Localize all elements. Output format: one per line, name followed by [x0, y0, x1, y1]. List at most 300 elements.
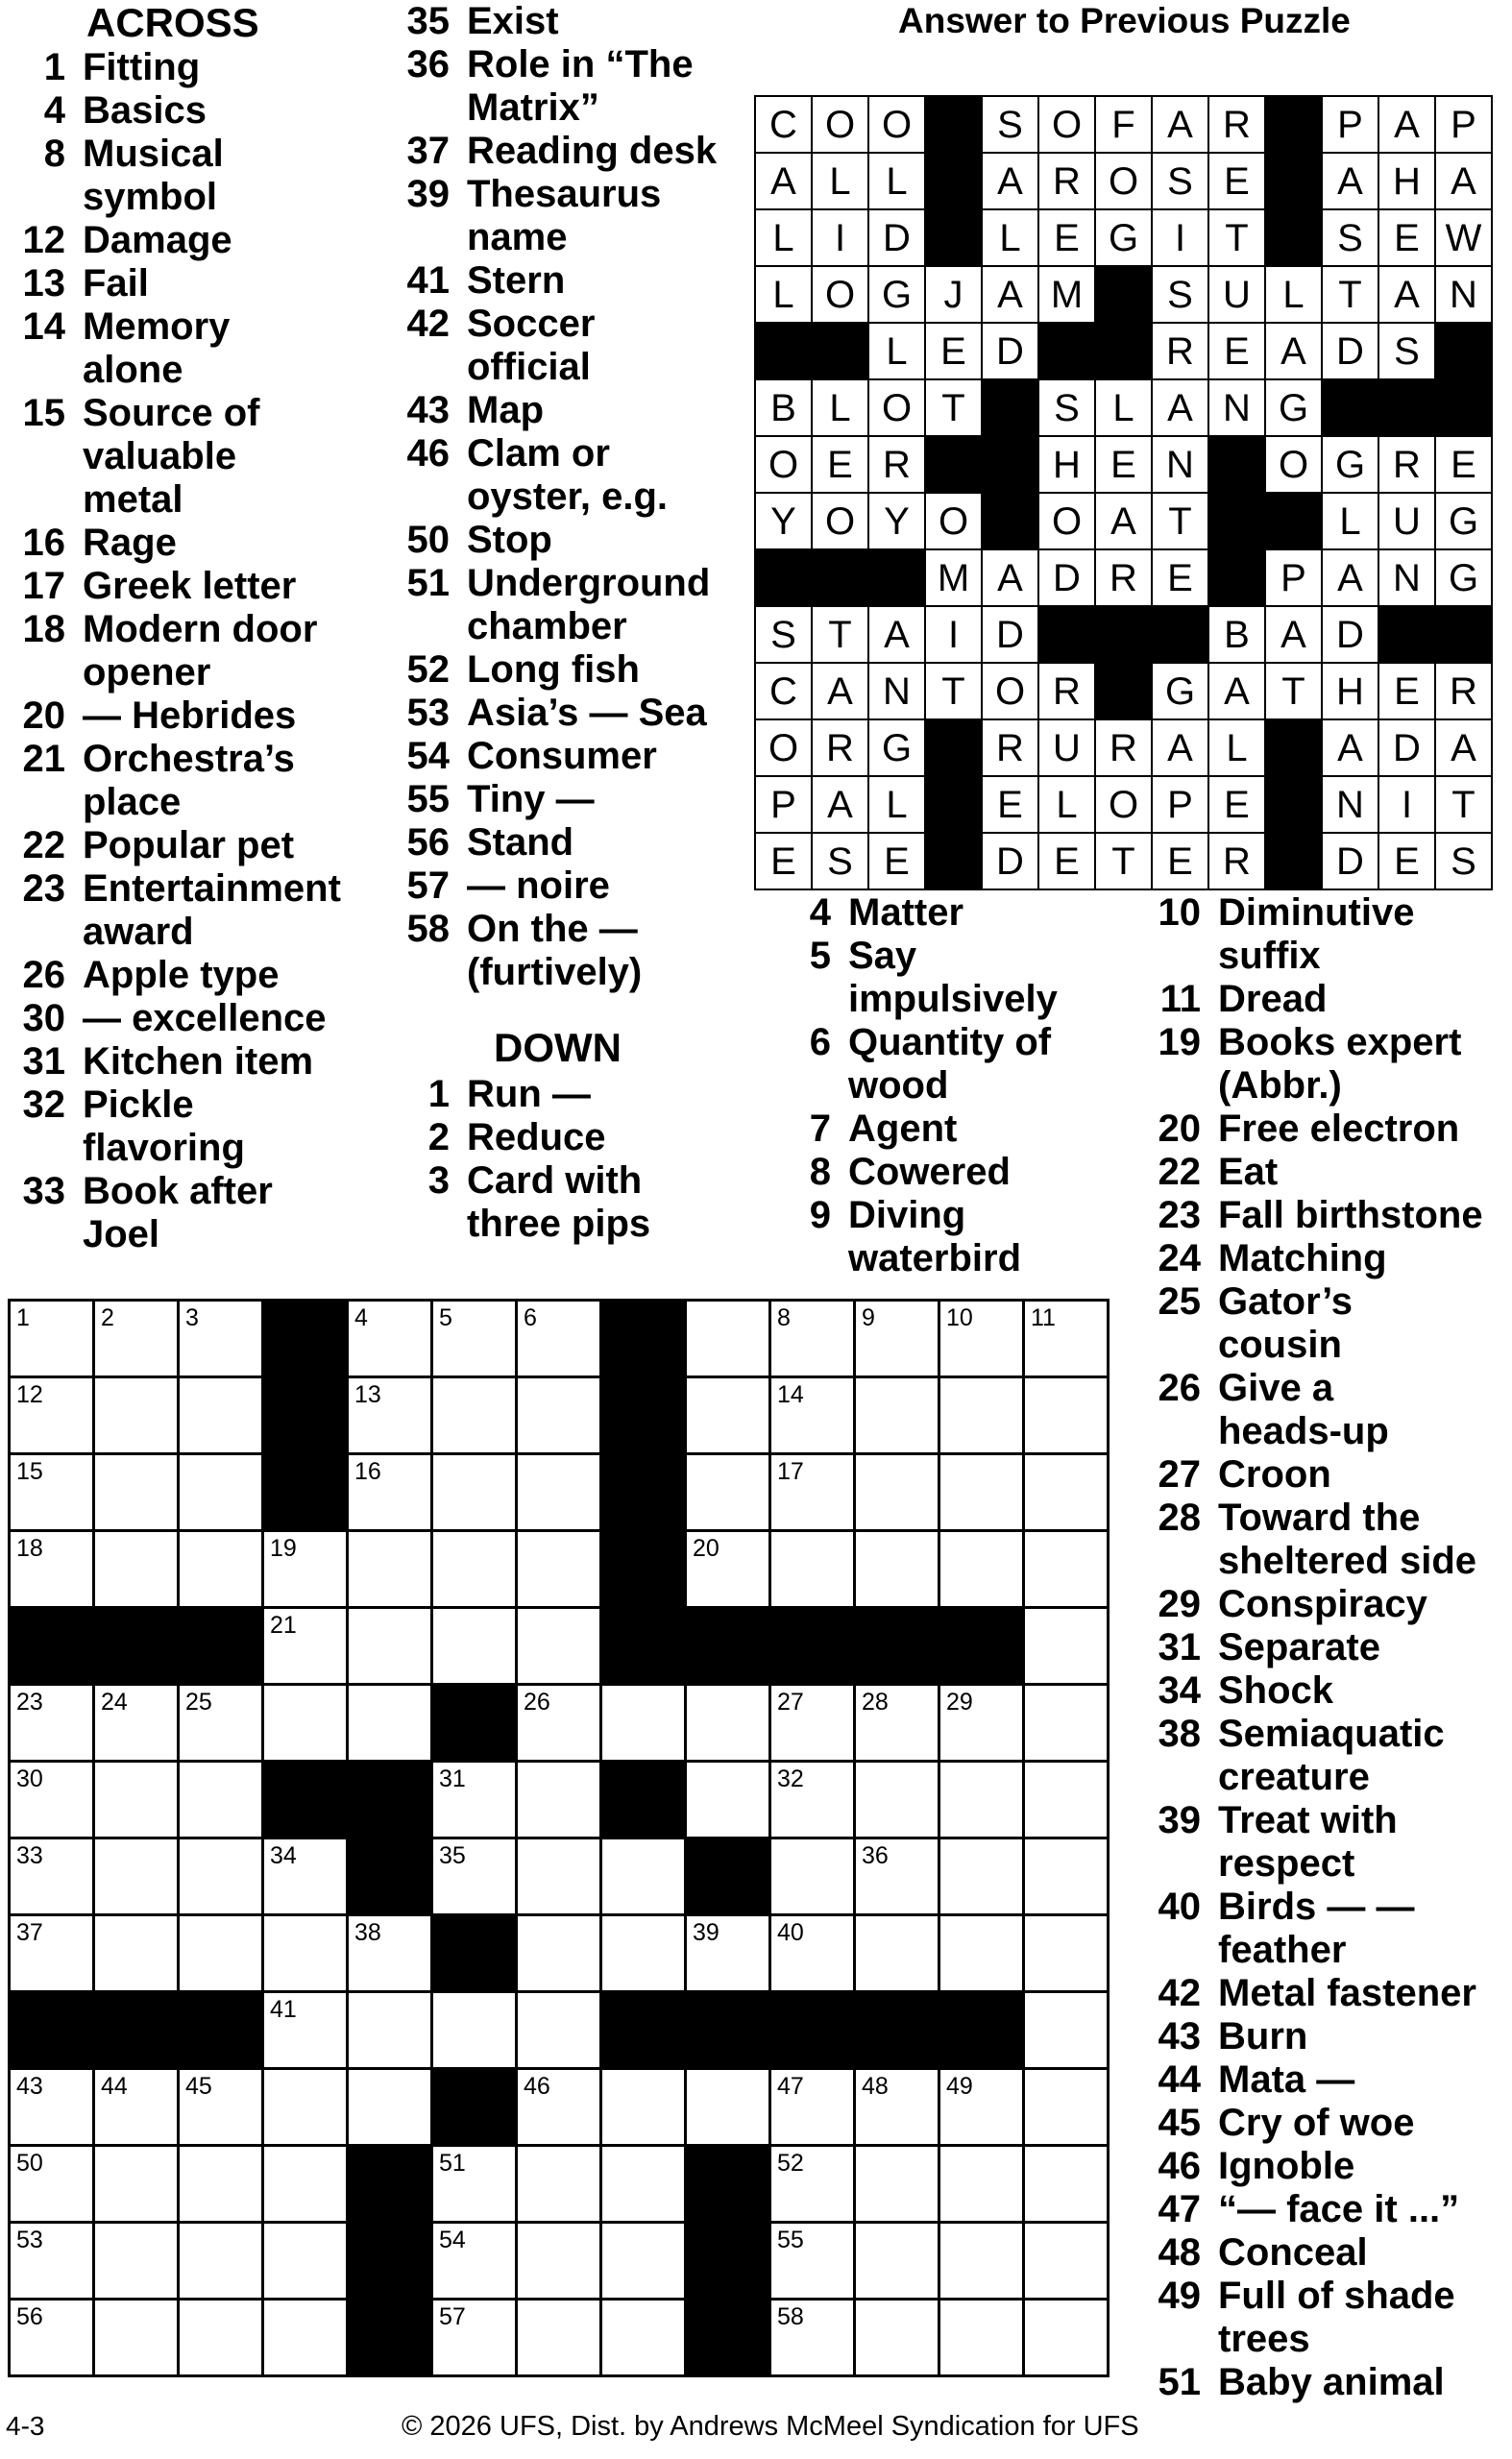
clue-number: 24 — [1158, 1237, 1201, 1279]
grid-cell[interactable] — [348, 1608, 432, 1685]
clue-text: Metal fastener — [1218, 1972, 1476, 2014]
black-square — [1322, 379, 1378, 436]
answer-cell: O — [812, 493, 868, 549]
grid-cell[interactable] — [855, 1762, 939, 1838]
clue-text: “— face it ...” — [1218, 2188, 1460, 2230]
clue-text: Stand — [467, 821, 574, 864]
black-square — [686, 2146, 770, 2223]
across-clue-41 — [402, 259, 717, 303]
grid-cell[interactable] — [179, 2146, 263, 2223]
grid-cell[interactable] — [179, 1301, 263, 1377]
grid-cell[interactable] — [517, 1377, 601, 1454]
grid-cell[interactable] — [601, 2223, 686, 2300]
grid-cell[interactable] — [432, 2223, 517, 2300]
answer-cell: L — [812, 379, 868, 436]
clue-text: Stop — [467, 519, 552, 561]
grid-cell[interactable] — [601, 1838, 686, 1915]
answer-cell: R — [1152, 323, 1208, 379]
grid-cell[interactable] — [348, 1454, 432, 1531]
answer-cell: G — [1095, 209, 1152, 266]
grid-cell[interactable] — [939, 1915, 1024, 1992]
grid-cell[interactable] — [1024, 1762, 1109, 1838]
grid-cell[interactable] — [263, 1531, 348, 1608]
cell-number: 51 — [439, 2150, 466, 2177]
grid-cell[interactable] — [1024, 1301, 1109, 1377]
grid-cell[interactable] — [939, 2300, 1024, 2376]
black-square — [263, 1301, 348, 1377]
grid-cell[interactable] — [1024, 1454, 1109, 1531]
clue-text: Reduce — [467, 1116, 606, 1158]
grid-cell[interactable] — [263, 1608, 348, 1685]
cell-number: 19 — [270, 1535, 297, 1562]
grid-cell[interactable] — [517, 2223, 601, 2300]
grid-cell[interactable] — [263, 1915, 348, 1992]
grid-cell[interactable] — [939, 1685, 1024, 1762]
clue-text: Cry of woe — [1218, 2102, 1415, 2144]
grid-cell[interactable] — [10, 1531, 94, 1608]
answer-row — [755, 323, 1492, 379]
grid-cell[interactable] — [939, 1838, 1024, 1915]
answer-row — [755, 96, 1492, 153]
grid-cell[interactable] — [179, 2069, 263, 2146]
grid-cell[interactable] — [94, 1454, 179, 1531]
clue-text: Eat — [1218, 1151, 1279, 1193]
answer-cell: T — [1322, 266, 1378, 323]
grid-cell[interactable] — [432, 1377, 517, 1454]
answer-cell: P — [1265, 549, 1322, 606]
clue-text: (furtively) — [467, 951, 643, 993]
answer-cell: E — [982, 776, 1038, 833]
answer-cell: T — [1208, 209, 1265, 266]
clue-number: 8 — [809, 1151, 831, 1193]
grid-cell[interactable] — [432, 1531, 517, 1608]
clue-text: On the — — [467, 908, 638, 950]
grid-cell[interactable] — [432, 1762, 517, 1838]
down-clue-28 — [1153, 1497, 1483, 1583]
grid-cell[interactable] — [263, 2300, 348, 2376]
answer-cell: L — [1208, 719, 1265, 776]
answer-cell: O — [1038, 96, 1095, 153]
grid-cell[interactable] — [263, 2069, 348, 2146]
down-clue-2 — [402, 1116, 717, 1159]
down-clue-34 — [1153, 1669, 1483, 1713]
grid-cell[interactable] — [348, 2069, 432, 2146]
grid-cell[interactable] — [1024, 2300, 1109, 2376]
answer-row — [755, 266, 1492, 323]
black-square — [1435, 606, 1492, 663]
grid-cell[interactable] — [517, 2146, 601, 2223]
black-square — [855, 1992, 939, 2069]
grid-cell[interactable] — [686, 1301, 770, 1377]
down-clue-47 — [1153, 2188, 1483, 2231]
clue-text: Quantity of — [848, 1021, 1052, 1063]
down-clue-27 — [1153, 1453, 1483, 1497]
grid-cell[interactable] — [263, 1685, 348, 1762]
clue-text: cousin — [1218, 1324, 1342, 1366]
answer-cell: A — [1322, 153, 1378, 209]
clue-text: Consumer — [467, 735, 657, 777]
down-clue-45 — [1153, 2102, 1483, 2145]
answer-cell: A — [1378, 266, 1435, 323]
answer-cell: R — [1038, 663, 1095, 719]
grid-cell[interactable] — [770, 1838, 855, 1915]
grid-cell[interactable] — [348, 1685, 432, 1762]
answer-cell: A — [1435, 719, 1492, 776]
clue-text: three pips — [467, 1203, 651, 1245]
cell-number: 52 — [777, 2150, 804, 2177]
grid-cell[interactable] — [770, 1762, 855, 1838]
grid-cell[interactable] — [686, 1762, 770, 1838]
black-square — [925, 719, 982, 776]
clue-text: (Abbr.) — [1218, 1064, 1342, 1107]
black-square — [1208, 436, 1265, 493]
black-square — [1038, 323, 1095, 379]
grid-cell[interactable] — [770, 2069, 855, 2146]
grid-cell[interactable] — [432, 1992, 517, 2069]
grid-cell[interactable] — [10, 2069, 94, 2146]
grid-cell[interactable] — [517, 1531, 601, 1608]
clue-text: Tiny — — [467, 778, 595, 820]
grid-cell[interactable] — [432, 1454, 517, 1531]
grid-cell[interactable] — [179, 2300, 263, 2376]
cell-number: 53 — [16, 2227, 43, 2253]
cell-number: 2 — [101, 1304, 114, 1331]
grid-cell[interactable] — [263, 1992, 348, 2069]
grid-cell[interactable] — [432, 1838, 517, 1915]
answer-cell: O — [812, 96, 868, 153]
black-square — [601, 1377, 686, 1454]
grid-cell[interactable] — [179, 1377, 263, 1454]
answer-cell: G — [1435, 549, 1492, 606]
answer-cell: O — [1265, 436, 1322, 493]
grid-row — [10, 2300, 1109, 2376]
answer-cell: O — [1095, 776, 1152, 833]
clue-text: Soccer — [467, 303, 596, 345]
grid-cell[interactable] — [517, 1608, 601, 1685]
grid-cell[interactable] — [1024, 1992, 1109, 2069]
grid-cell[interactable] — [517, 2069, 601, 2146]
answer-row — [755, 606, 1492, 663]
down-clue-list-2 — [783, 891, 1058, 1280]
clue-text: Shock — [1218, 1669, 1334, 1712]
answer-cell: N — [1322, 776, 1378, 833]
grid-cell[interactable] — [179, 1762, 263, 1838]
grid-cell[interactable] — [1024, 1608, 1109, 1685]
grid-cell[interactable] — [94, 2069, 179, 2146]
grid-cell[interactable] — [517, 1762, 601, 1838]
grid-cell[interactable] — [686, 1531, 770, 1608]
grid-cell[interactable] — [601, 2300, 686, 2376]
down-clue-44 — [1153, 2058, 1483, 2102]
grid-cell[interactable] — [770, 2146, 855, 2223]
grid-cell[interactable] — [1024, 1531, 1109, 1608]
grid-cell[interactable] — [1024, 2223, 1109, 2300]
answer-cell: B — [755, 379, 812, 436]
grid-cell[interactable] — [939, 2069, 1024, 2146]
answer-cell: H — [1038, 436, 1095, 493]
clue-text: Croon — [1218, 1453, 1331, 1496]
grid-cell[interactable] — [179, 1915, 263, 1992]
grid-cell[interactable] — [94, 2223, 179, 2300]
grid-cell[interactable] — [855, 1454, 939, 1531]
clue-number: 12 — [22, 219, 65, 261]
cell-number: 40 — [777, 1919, 804, 1946]
clue-text: — noire — [467, 864, 610, 907]
grid-cell[interactable] — [855, 1377, 939, 1454]
grid-cell[interactable] — [939, 1377, 1024, 1454]
clue-text: place — [83, 781, 182, 823]
grid-cell[interactable] — [770, 2300, 855, 2376]
grid-cell[interactable] — [1024, 1838, 1109, 1915]
grid-cell[interactable] — [348, 1301, 432, 1377]
answer-cell: G — [1265, 379, 1322, 436]
grid-cell[interactable] — [517, 1992, 601, 2069]
clue-text: Reading desk — [467, 130, 718, 172]
grid-cell[interactable] — [686, 1377, 770, 1454]
down-clue-19 — [1153, 1021, 1483, 1108]
cell-number: 47 — [777, 2073, 804, 2100]
grid-cell[interactable] — [855, 2223, 939, 2300]
clue-text: Book after — [83, 1170, 273, 1212]
grid-cell[interactable] — [179, 1685, 263, 1762]
grid-cell[interactable] — [94, 1377, 179, 1454]
grid-cell[interactable] — [939, 1531, 1024, 1608]
cell-number: 30 — [16, 1765, 43, 1792]
clue-number: 23 — [22, 867, 65, 910]
answer-cell: T — [1265, 663, 1322, 719]
grid-cell[interactable] — [855, 1685, 939, 1762]
answer-cell: R — [1435, 663, 1492, 719]
grid-cell[interactable] — [855, 1531, 939, 1608]
grid-cell[interactable] — [770, 2223, 855, 2300]
grid-cell[interactable] — [179, 2223, 263, 2300]
clue-number: 26 — [1158, 1367, 1201, 1409]
grid-cell[interactable] — [855, 2069, 939, 2146]
across-clue-30 — [17, 997, 341, 1040]
black-square — [179, 1608, 263, 1685]
grid-cell[interactable] — [10, 2146, 94, 2223]
grid-cell[interactable] — [770, 1531, 855, 1608]
grid-cell[interactable] — [686, 1685, 770, 1762]
answer-cell: H — [1378, 153, 1435, 209]
answer-cell: M — [1038, 266, 1095, 323]
answer-cell: L — [755, 266, 812, 323]
grid-cell[interactable] — [601, 1915, 686, 1992]
grid-cell[interactable] — [179, 1454, 263, 1531]
grid-row — [10, 2146, 1109, 2223]
answer-cell: S — [812, 833, 868, 889]
grid-cell[interactable] — [348, 1992, 432, 2069]
answer-row — [755, 153, 1492, 209]
grid-cell[interactable] — [10, 1762, 94, 1838]
grid-cell[interactable] — [1024, 1685, 1109, 1762]
answer-cell: F — [1095, 96, 1152, 153]
grid-cell[interactable] — [10, 1838, 94, 1915]
clue-number: 4 — [809, 891, 831, 934]
grid-cell[interactable] — [517, 1915, 601, 1992]
black-square — [1265, 96, 1322, 153]
black-square — [1095, 663, 1152, 719]
clue-text: Musical — [83, 133, 224, 175]
answer-cell: E — [1208, 153, 1265, 209]
answer-cell: L — [1322, 493, 1378, 549]
grid-cell[interactable] — [263, 2146, 348, 2223]
cell-number: 37 — [16, 1919, 43, 1946]
answer-cell: P — [1152, 776, 1208, 833]
clue-text: Exist — [467, 0, 559, 42]
grid-cell[interactable] — [1024, 1377, 1109, 1454]
grid-cell[interactable] — [770, 1685, 855, 1762]
clue-text: Free electron — [1218, 1108, 1460, 1150]
grid-cell[interactable] — [770, 1377, 855, 1454]
answer-cell: G — [1435, 493, 1492, 549]
grid-cell[interactable] — [1024, 2069, 1109, 2146]
clue-text: Semiaquatic — [1218, 1713, 1445, 1755]
answer-cell: C — [755, 96, 812, 153]
black-square — [179, 1992, 263, 2069]
down-heading: DOWN — [494, 1025, 622, 1070]
across-clue-51 — [402, 562, 717, 648]
grid-cell[interactable] — [1024, 2146, 1109, 2223]
grid-cell[interactable] — [855, 2146, 939, 2223]
answer-cell: P — [755, 776, 812, 833]
answer-cell: U — [1208, 266, 1265, 323]
grid-cell[interactable] — [855, 1838, 939, 1915]
grid-cell[interactable] — [10, 1685, 94, 1762]
grid-cell[interactable] — [517, 1685, 601, 1762]
grid-cell[interactable] — [348, 1531, 432, 1608]
clue-number: 47 — [1158, 2188, 1201, 2230]
clue-number: 16 — [22, 522, 65, 564]
grid-cell[interactable] — [855, 1301, 939, 1377]
grid-cell[interactable] — [517, 1838, 601, 1915]
grid-cell[interactable] — [939, 2223, 1024, 2300]
grid-cell[interactable] — [10, 2223, 94, 2300]
black-square — [263, 1762, 348, 1838]
clue-number: 31 — [1158, 1626, 1201, 1668]
grid-cell[interactable] — [939, 1762, 1024, 1838]
grid-cell[interactable] — [348, 1377, 432, 1454]
black-square — [1265, 776, 1322, 833]
grid-cell[interactable] — [94, 1685, 179, 1762]
grid-cell[interactable] — [94, 1838, 179, 1915]
grid-cell[interactable] — [939, 1301, 1024, 1377]
grid-cell[interactable] — [686, 1915, 770, 1992]
clue-text: Rage — [83, 522, 177, 564]
cell-number: 14 — [777, 1381, 804, 1408]
grid-cell[interactable] — [432, 2146, 517, 2223]
across-clue-33 — [17, 1170, 341, 1256]
cell-number: 29 — [946, 1689, 973, 1716]
grid-cell[interactable] — [1024, 1915, 1109, 1992]
across-clue-39 — [402, 173, 717, 259]
grid-cell[interactable] — [770, 1915, 855, 1992]
answer-cell: E — [1095, 436, 1152, 493]
across-clue-43 — [402, 389, 717, 432]
grid-cell[interactable] — [432, 1608, 517, 1685]
grid-cell[interactable] — [432, 1301, 517, 1377]
grid-row — [10, 1454, 1109, 1531]
grid-cell[interactable] — [939, 1454, 1024, 1531]
clue-number: 46 — [1158, 2145, 1201, 2187]
black-square — [686, 2300, 770, 2376]
grid-cell[interactable] — [601, 2146, 686, 2223]
cell-number: 1 — [16, 1304, 30, 1331]
grid-cell[interactable] — [179, 1838, 263, 1915]
clue-text: metal — [83, 478, 183, 521]
grid-cell[interactable] — [517, 1301, 601, 1377]
across-clue-list-1 — [17, 46, 341, 1256]
answer-cell: A — [812, 663, 868, 719]
grid-cell[interactable] — [855, 2300, 939, 2376]
grid-cell[interactable] — [10, 1377, 94, 1454]
black-square — [686, 1992, 770, 2069]
grid-cell[interactable] — [686, 2069, 770, 2146]
clue-number: 51 — [1158, 2361, 1201, 2403]
grid-cell[interactable] — [94, 1915, 179, 1992]
grid-cell[interactable] — [517, 2300, 601, 2376]
grid-row — [10, 1992, 1109, 2069]
grid-cell[interactable] — [10, 1301, 94, 1377]
across-clue-42 — [402, 303, 717, 389]
black-square — [925, 436, 982, 493]
answer-cell: E — [1378, 209, 1435, 266]
grid-cell[interactable] — [263, 1838, 348, 1915]
black-square — [755, 549, 812, 606]
copyright-notice: © 2026 UFS, Dist. by Andrews McMeel Syndication for UFS — [402, 2411, 1139, 2442]
across-heading: ACROSS — [86, 0, 259, 45]
black-square — [982, 436, 1038, 493]
grid-cell[interactable] — [348, 1915, 432, 1992]
grid-cell[interactable] — [94, 1301, 179, 1377]
answer-cell: O — [755, 719, 812, 776]
grid-cell[interactable] — [263, 2223, 348, 2300]
grid-cell[interactable] — [939, 2146, 1024, 2223]
grid-cell[interactable] — [94, 2146, 179, 2223]
grid-cell[interactable] — [10, 1454, 94, 1531]
clue-number: 55 — [406, 778, 450, 820]
grid-cell[interactable] — [432, 2300, 517, 2376]
grid-cell[interactable] — [601, 1685, 686, 1762]
grid-cell[interactable] — [770, 1301, 855, 1377]
grid-cell[interactable] — [179, 1531, 263, 1608]
clue-text: Gator’s — [1218, 1280, 1353, 1323]
grid-cell[interactable] — [94, 1762, 179, 1838]
clue-text: Fitting — [83, 46, 201, 88]
grid-cell[interactable] — [855, 1915, 939, 1992]
grid-cell[interactable] — [601, 2069, 686, 2146]
grid-cell[interactable] — [94, 1531, 179, 1608]
grid-row — [10, 1608, 1109, 1685]
grid-cell[interactable] — [770, 1454, 855, 1531]
answer-cell: D — [982, 323, 1038, 379]
grid-cell[interactable] — [10, 1915, 94, 1992]
grid-cell[interactable] — [10, 2300, 94, 2376]
answer-cell: B — [1208, 606, 1265, 663]
grid-cell[interactable] — [686, 1454, 770, 1531]
answer-cell: R — [1095, 719, 1152, 776]
clue-number: 58 — [406, 908, 450, 950]
black-square — [1095, 606, 1152, 663]
grid-cell[interactable] — [517, 1454, 601, 1531]
answer-cell: I — [1152, 209, 1208, 266]
answer-cell: O — [1095, 153, 1152, 209]
clue-number: 19 — [1158, 1021, 1201, 1063]
clue-text: Popular pet — [83, 824, 295, 866]
clue-number: 41 — [406, 259, 450, 302]
grid-cell[interactable] — [94, 2300, 179, 2376]
answer-cell: A — [1152, 96, 1208, 153]
